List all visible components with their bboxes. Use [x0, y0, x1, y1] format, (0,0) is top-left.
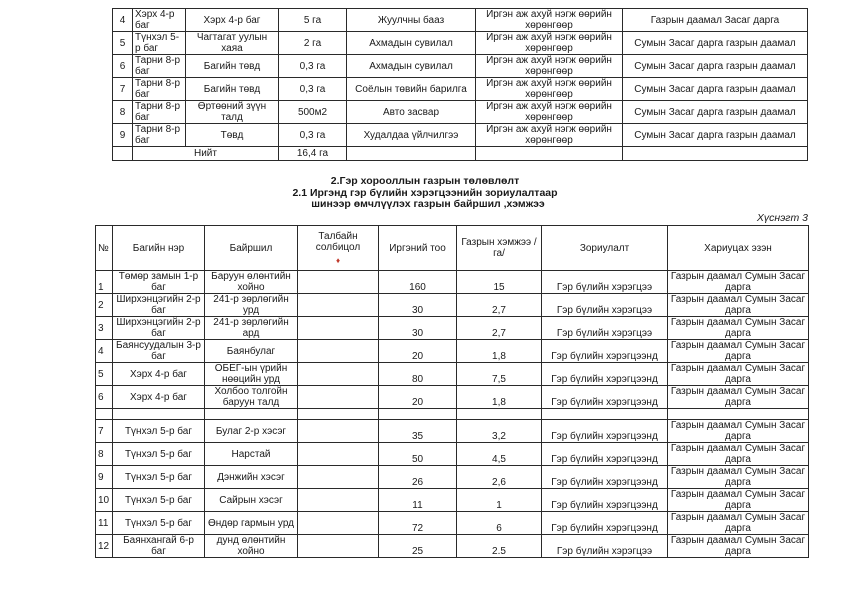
table-row — [113, 55, 808, 78]
location: Сайрын хэсэг — [205, 489, 298, 512]
header-coords — [298, 226, 379, 271]
coords — [298, 386, 379, 409]
table-row — [96, 294, 809, 317]
purpose: Иргэн аж ахуй нэгж өөрийн хөрөнгөөр — [476, 78, 623, 101]
location: Баянбулаг — [205, 340, 298, 363]
purpose: Гэр бүлийн хэрэгцээ — [542, 535, 668, 558]
bag-name: Түнхэл 5-р баг — [113, 443, 205, 466]
coords — [298, 317, 379, 340]
location: 241-р зөрлөгийн ард — [205, 317, 298, 340]
total-area: 16,4 га — [279, 147, 347, 161]
table-row — [96, 271, 809, 294]
total-row — [113, 147, 808, 161]
header-coords-label: Талбайн солбицол — [315, 230, 361, 253]
total-label: Нийт — [133, 147, 279, 161]
bag-name: Түнхэл 5-р баг — [113, 420, 205, 443]
coords — [298, 512, 379, 535]
area: 2,7 — [457, 317, 542, 340]
location: Баруун өлөнтийн хойно — [205, 271, 298, 294]
location: Өндөр гармын урд — [205, 512, 298, 535]
row-number: 1 — [96, 271, 113, 294]
table-row — [113, 124, 808, 147]
row-number: 2 — [96, 294, 113, 317]
area: 1,8 — [457, 340, 542, 363]
owner: Худалдаа үйлчилгээ — [347, 124, 476, 147]
location: Нарстай — [205, 443, 298, 466]
header-area: Газрын хэмжээ /га/ — [457, 226, 542, 271]
purpose: Иргэн аж ахуй нэгж өөрийн хөрөнгөөр — [476, 55, 623, 78]
total-cell-responsible — [623, 147, 808, 161]
table-row — [96, 317, 809, 340]
citizens: 30 — [379, 317, 457, 340]
header-responsible: Хариуцах эзэн — [668, 226, 809, 271]
location: Булаг 2-р хэсэг — [205, 420, 298, 443]
area: 500м2 — [279, 101, 347, 124]
ger-district-land-table-body — [96, 271, 809, 558]
area: 1,8 — [457, 386, 542, 409]
purpose: Иргэн аж ахуй нэгж өөрийн хөрөнгөөр — [476, 9, 623, 32]
area: 3,2 — [457, 420, 542, 443]
empty-cell — [298, 409, 379, 420]
header-location: Байршил — [205, 226, 298, 271]
total-cell-purpose — [476, 147, 623, 161]
owner: Авто засвар — [347, 101, 476, 124]
location: Дэнжийн хэсэг — [205, 466, 298, 489]
row-number: 5 — [113, 32, 133, 55]
purpose: Иргэн аж ахуй нэгж өөрийн хөрөнгөөр — [476, 101, 623, 124]
bag-name: Түнхэл 5-р баг — [133, 32, 186, 55]
coords — [298, 535, 379, 558]
coords — [298, 340, 379, 363]
bag-name: Тарни 8-р баг — [133, 78, 186, 101]
header-purpose: Зориулалт — [542, 226, 668, 271]
table-row — [113, 9, 808, 32]
coords — [298, 363, 379, 386]
purpose: Гэр бүлийн хэрэгцээнд — [542, 420, 668, 443]
area: 15 — [457, 271, 542, 294]
table-row — [96, 443, 809, 466]
annex-label: Хүснэгт 3 — [756, 212, 808, 224]
citizens: 26 — [379, 466, 457, 489]
area: 7,5 — [457, 363, 542, 386]
bag-name: Тарни 8-р баг — [133, 124, 186, 147]
bag-name: Түнхэл 5-р баг — [113, 489, 205, 512]
table-row — [96, 340, 809, 363]
bag-name: Хэрх 4-р баг — [113, 363, 205, 386]
responsible: Сумын Засаг дарга газрын даамал — [623, 55, 808, 78]
empty-cell — [96, 409, 113, 420]
table-row — [96, 489, 809, 512]
row-number: 4 — [113, 9, 133, 32]
citizens: 160 — [379, 271, 457, 294]
citizens: 30 — [379, 294, 457, 317]
row-number: 10 — [96, 489, 113, 512]
purpose: Гэр бүлийн хэрэгцээнд — [542, 443, 668, 466]
table-row — [96, 386, 809, 409]
ink-mark-icon: ♦ — [335, 255, 341, 265]
bag-name: Ширхэнцэгийн 2-р баг — [113, 294, 205, 317]
location: Багийн төвд — [186, 78, 279, 101]
header-citizens: Иргэний тоо — [379, 226, 457, 271]
citizens: 50 — [379, 443, 457, 466]
table-row — [113, 78, 808, 101]
row-number: 7 — [96, 420, 113, 443]
citizens: 11 — [379, 489, 457, 512]
row-number: 7 — [113, 78, 133, 101]
location: дунд өлөнтийн хойно — [205, 535, 298, 558]
citizens: 20 — [379, 386, 457, 409]
table-row — [96, 420, 809, 443]
purpose: Иргэн аж ахуй нэгж өөрийн хөрөнгөөр — [476, 124, 623, 147]
bag-name: Түнхэл 5-р баг — [113, 466, 205, 489]
responsible: Газрын даамал Сумын Засаг дарга — [668, 386, 809, 409]
purpose: Гэр бүлийн хэрэгцээ — [542, 271, 668, 294]
total-cell-owner — [347, 147, 476, 161]
row-number: 8 — [96, 443, 113, 466]
bag-name: Баянсуудалын 3-р баг — [113, 340, 205, 363]
purpose: Иргэн аж ахуй нэгж өөрийн хөрөнгөөр — [476, 32, 623, 55]
row-number: 3 — [96, 317, 113, 340]
table-row — [96, 512, 809, 535]
bag-name: Төмөр замын 1-р баг — [113, 271, 205, 294]
bag-name: Тарни 8-р баг — [133, 101, 186, 124]
table-row — [113, 32, 808, 55]
owner: Соёлын төвийн барилга — [347, 78, 476, 101]
row-number: 11 — [96, 512, 113, 535]
table-row — [96, 535, 809, 558]
coords — [298, 466, 379, 489]
purpose: Гэр бүлийн хэрэгцээнд — [542, 386, 668, 409]
area: 2,6 — [457, 466, 542, 489]
location: Хэрх 4-р баг — [186, 9, 279, 32]
citizens: 80 — [379, 363, 457, 386]
responsible: Сумын Засаг дарга газрын даамал — [623, 78, 808, 101]
header-bag: Багийн нэр — [113, 226, 205, 271]
citizens: 20 — [379, 340, 457, 363]
row-number: 9 — [113, 124, 133, 147]
purpose: Гэр бүлийн хэрэгцээнд — [542, 512, 668, 535]
table-row — [113, 101, 808, 124]
responsible: Газрын даамал Сумын Засаг дарга — [668, 294, 809, 317]
ger-district-land-table — [95, 225, 809, 558]
responsible: Газрын даамал Сумын Засаг дарга — [668, 340, 809, 363]
purpose: Гэр бүлийн хэрэгцээ — [542, 317, 668, 340]
responsible: Сумын Засаг дарга газрын даамал — [623, 124, 808, 147]
responsible: Газрын даамал Сумын Засаг дарга — [668, 420, 809, 443]
location: Холбоо толгойн баруун талд — [205, 386, 298, 409]
empty-cell — [205, 409, 298, 420]
total-cell-no — [113, 147, 133, 161]
area: 0,3 га — [279, 78, 347, 101]
area: 2 га — [279, 32, 347, 55]
owner: Жуулчны бааз — [347, 9, 476, 32]
section-heading — [0, 176, 850, 211]
purpose: Гэр бүлийн хэрэгцээнд — [542, 363, 668, 386]
bag-name: Түнхэл 5-р баг — [113, 512, 205, 535]
responsible: Газрын даамал Сумын Засаг дарга — [668, 512, 809, 535]
table-header-row — [96, 226, 809, 271]
bag-name: Хэрх 4-р баг — [113, 386, 205, 409]
purpose: Гэр бүлийн хэрэгцээ — [542, 294, 668, 317]
empty-cell — [542, 409, 668, 420]
empty-cell — [668, 409, 809, 420]
row-number: 4 — [96, 340, 113, 363]
planned-land-table-body — [113, 9, 808, 161]
responsible: Сумын Засаг дарга газрын даамал — [623, 32, 808, 55]
location: Өртөөний зүүн талд — [186, 101, 279, 124]
bag-name: Тарни 8-р баг — [133, 55, 186, 78]
planned-land-table — [112, 8, 808, 161]
table-row — [96, 363, 809, 386]
location: ОБЕГ-ын үрийн нөөцийн урд — [205, 363, 298, 386]
responsible: Газрын даамал Засаг дарга — [623, 9, 808, 32]
responsible: Сумын Засаг дарга газрын даамал — [623, 101, 808, 124]
bag-name: Хэрх 4-р баг — [133, 9, 186, 32]
empty-cell — [457, 409, 542, 420]
owner: Ахмадын сувилал — [347, 55, 476, 78]
responsible: Газрын даамал Сумын Засаг дарга — [668, 443, 809, 466]
area: 0,3 га — [279, 55, 347, 78]
purpose: Гэр бүлийн хэрэгцээнд — [542, 340, 668, 363]
row-number: 6 — [96, 386, 113, 409]
section-title: 2.Гэр хорооллын газрын төлөвлөлт — [330, 175, 520, 187]
area: 6 — [457, 512, 542, 535]
location: 241-р зөрлөгийн урд — [205, 294, 298, 317]
row-number: 5 — [96, 363, 113, 386]
responsible: Газрын даамал Сумын Засаг дарга — [668, 466, 809, 489]
bag-name: Ширхэнцэгийн 2-р баг — [113, 317, 205, 340]
purpose: Гэр бүлийн хэрэгцээнд — [542, 466, 668, 489]
area: 2.5 — [457, 535, 542, 558]
responsible: Газрын даамал Сумын Засаг дарга — [668, 317, 809, 340]
section-subtitle-continued: шинээр өмчлүүлэх газрын байршил ,хэмжээ — [311, 198, 545, 210]
coords — [298, 294, 379, 317]
location: Багийн төвд — [186, 55, 279, 78]
row-number: 8 — [113, 101, 133, 124]
table-row — [96, 466, 809, 489]
area: 4,5 — [457, 443, 542, 466]
coords — [298, 443, 379, 466]
citizens: 25 — [379, 535, 457, 558]
location: Төвд — [186, 124, 279, 147]
area: 5 га — [279, 9, 347, 32]
header-no: № — [96, 226, 113, 271]
area: 2,7 — [457, 294, 542, 317]
row-number: 9 — [96, 466, 113, 489]
purpose: Гэр бүлийн хэрэгцээнд — [542, 489, 668, 512]
section-subtitle: 2.1 Иргэнд гэр бүлийн хэрэгцээнийн зориулалтаар — [292, 186, 558, 199]
coords — [298, 489, 379, 512]
citizens: 35 — [379, 420, 457, 443]
empty-cell — [113, 409, 205, 420]
responsible: Газрын даамал Сумын Засаг дарга — [668, 489, 809, 512]
citizens: 72 — [379, 512, 457, 535]
location: Чагтагат уулын хаяа — [186, 32, 279, 55]
owner: Ахмадын сувилал — [347, 32, 476, 55]
responsible: Газрын даамал Сумын Засаг дарга — [668, 271, 809, 294]
area: 0,3 га — [279, 124, 347, 147]
bag-name: Баянхангай 6-р баг — [113, 535, 205, 558]
coords — [298, 271, 379, 294]
empty-cell — [379, 409, 457, 420]
responsible: Газрын даамал Сумын Засаг дарга — [668, 535, 809, 558]
separator-row — [96, 409, 809, 420]
responsible: Газрын даамал Сумын Засаг дарга — [668, 363, 809, 386]
row-number: 6 — [113, 55, 133, 78]
coords — [298, 420, 379, 443]
row-number: 12 — [96, 535, 113, 558]
area: 1 — [457, 489, 542, 512]
